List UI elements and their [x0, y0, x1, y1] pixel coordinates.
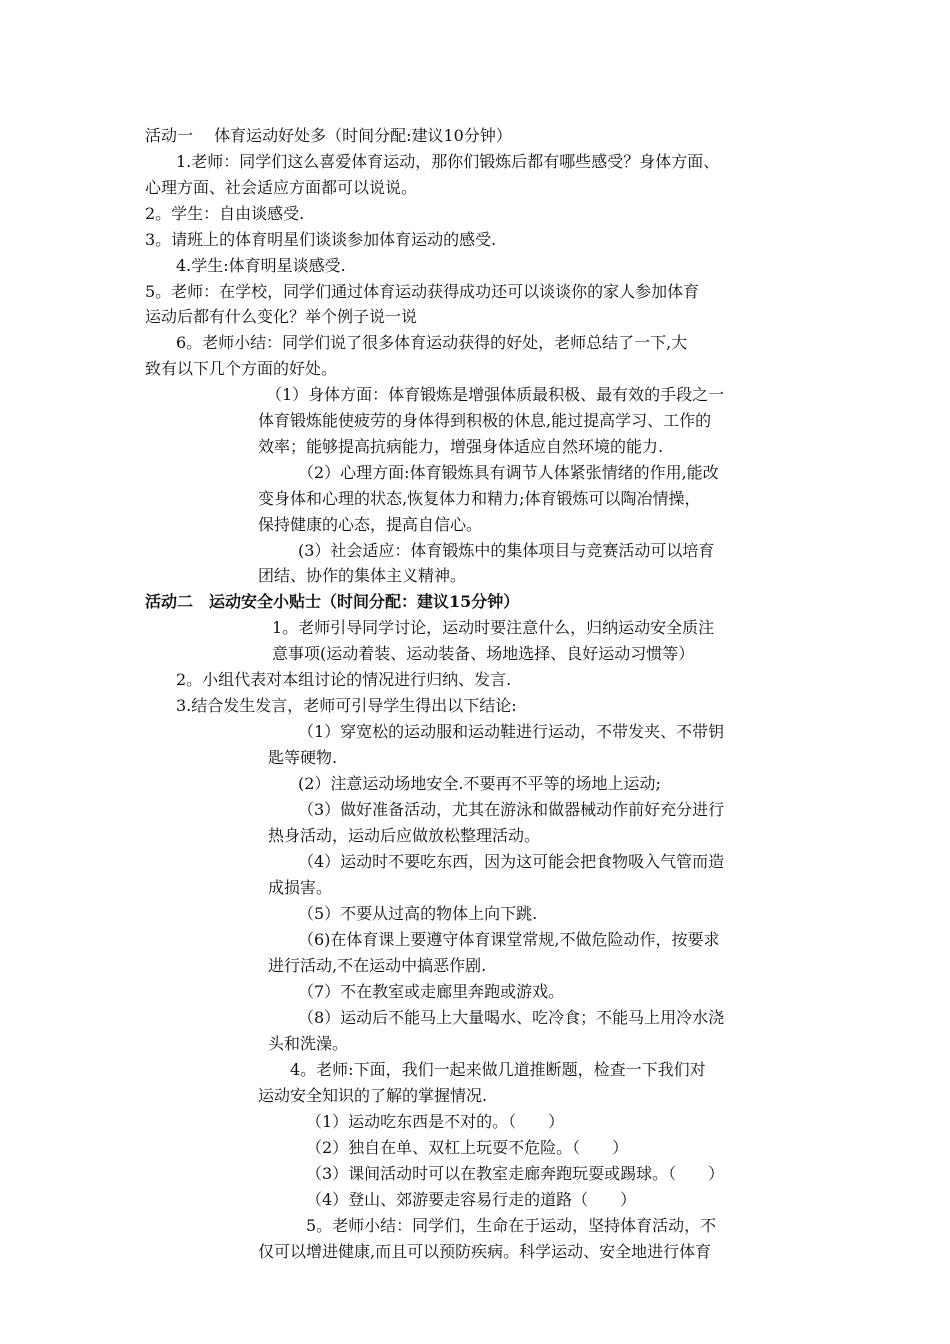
activity2-title: 活动二 运动安全小贴士（时间分配：建议15分钟） — [145, 592, 520, 611]
activity2-p1-line1: 1。老师引导同学讨论，运动时要注意什么，归纳运动安全质注 — [272, 618, 715, 637]
rule-4-line1: （4）运动时不要吃东西，因为这可能会把食物吸入气管而造 — [298, 852, 725, 871]
benefit-3-line1: (3）社会适应：体育锻炼中的集体项目与竞赛活动可以培育 — [298, 541, 715, 560]
rule-6-line1: （6)在体育课上要遵守体育课堂常规,不做危险动作，按要求 — [298, 930, 720, 949]
activity1-p2: 2。学生：自由谈感受. — [145, 204, 305, 223]
activity2-p4-line1: 4。老师:下面，我们一起来做几道推断题，检查一下我们对 — [290, 1060, 706, 1079]
activity2-p2: 2。小组代表对本组讨论的情况进行归纳、发言. — [176, 670, 512, 689]
activity1-p3: 3。请班上的体育明星们谈谈参加体育运动的感受. — [145, 230, 497, 249]
activity2-p5-line2: 仅可以增进健康,而且可以预防疾病。科学运动、安全地进行体育 — [258, 1242, 712, 1261]
question-3: （3）课间活动时可以在教室走廊奔跑玩耍或踢球。（ ） — [306, 1164, 725, 1183]
question-1: （1）运动吃东西是不对的。（ ） — [306, 1112, 565, 1131]
benefit-1-line2: 体育锻炼能使疲劳的身体得到积极的休息,能过提高学习、工作的 — [258, 411, 712, 430]
rule-4-line2: 成损害。 — [268, 878, 333, 897]
activity1-p4: 4.学生:体育明星谈感受. — [176, 256, 346, 275]
benefit-2-line2: 变身体和心理的状态,恢复体力和精力;体育锻炼可以陶冶情操， — [258, 489, 701, 508]
benefit-2-line1: （2）心理方面:体育锻炼具有调节人体紧张情绪的作用,能改 — [298, 463, 719, 482]
rule-2: (2）注意运动场地安全.不要再不平等的场地上运动; — [298, 774, 661, 793]
benefit-3-line2: 团结、协作的集体主义精神。 — [258, 566, 467, 585]
rule-3-line1: （3）做好准备活动，尤其在游泳和做器械动作前好充分进行 — [298, 800, 725, 819]
activity2-p1-line2: 意事项(运动着装、运动装备、场地选择、良好运动习惯等） — [272, 644, 695, 663]
question-4: （4）登山、郊游要走容易行走的道路（ ） — [306, 1190, 637, 1209]
activity1-p1-line1: 1.老师：同学们这么喜爱体育运动，那你们锻炼后都有哪些感受？身体方面、 — [176, 152, 720, 171]
activity1-p1-line2: 心理方面、社会适应方面都可以说说。 — [145, 178, 418, 197]
benefit-1-line1: （1）身体方面：体育锻炼是增强体质最积极、最有效的手段之一 — [266, 385, 725, 404]
activity1-p6-line2: 致有以下几个方面的好处。 — [145, 359, 338, 378]
activity1-title: 活动一 体育运动好处多（时间分配:建议10分钟） — [145, 126, 512, 145]
activity2-p4-line2: 运动安全知识的了解的掌握情况. — [258, 1086, 488, 1105]
activity2-p3: 3.结合发生发言，老师可引导学生得出以下结论: — [176, 696, 517, 715]
activity1-p6-line1: 6。老师小结：同学们说了很多体育运动获得的好处，老师总结了一下,大 — [176, 333, 688, 352]
rule-1-line2: 匙等硬物. — [268, 748, 338, 767]
rule-3-line2: 热身活动，运动后应做放松整理活动。 — [268, 826, 541, 845]
rule-1-line1: （1）穿宽松的运动服和运动鞋进行运动，不带发夹、不带钥 — [298, 722, 725, 741]
activity2-p5-line1: 5。老师小结：同学们，生命在于运动，坚持体育活动，不 — [306, 1216, 717, 1235]
rule-6-line2: 进行活动,不在运动中搞恶作剧. — [268, 956, 487, 975]
activity1-p5-line2: 运动后都有什么变化？举个例子说一说 — [145, 307, 418, 326]
benefit-1-line3: 效率；能够提高抗病能力，增强身体适应自然环境的能力. — [258, 437, 664, 456]
rule-5: （5）不要从过高的物体上向下跳. — [298, 904, 538, 923]
question-2: （2）独自在单、双杠上玩耍不危险。（ ） — [306, 1138, 629, 1157]
activity1-p5-line1: 5。老师：在学校，同学们通过体育运动获得成功还可以谈谈你的家人参加体育 — [145, 282, 700, 301]
rule-8-line2: 头和洗澡。 — [268, 1034, 349, 1053]
rule-7: （7）不在教室或走廊里奔跑或游戏。 — [298, 982, 565, 1001]
benefit-2-line3: 保持健康的心态，提高自信心。 — [258, 515, 483, 534]
rule-8-line1: （8）运动后不能马上大量喝水、吃冷食；不能马上用冷水浇 — [298, 1008, 725, 1027]
